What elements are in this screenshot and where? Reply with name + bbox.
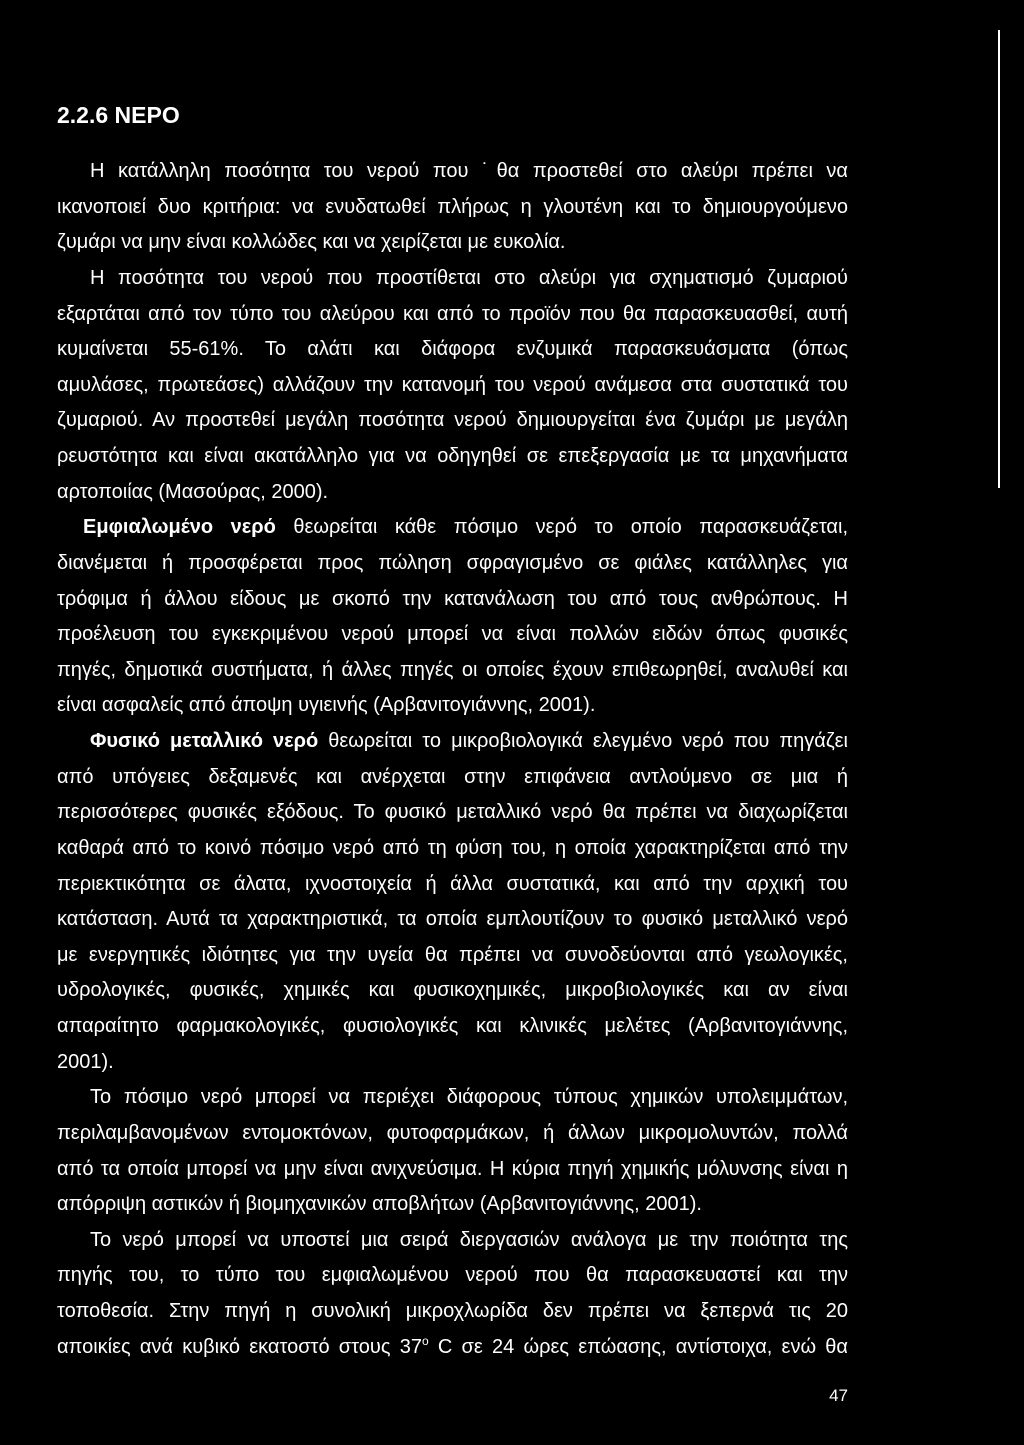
text-line: διανέμεται ή προσφέρεται προς πώληση σφραγισμένο σε φιάλες κατάλληλες για — [57, 551, 848, 574]
text-line: ρευστότητα και είναι ακατάλληλο για να οδηγηθεί σε επεξεργασία με τα μηχανήματα — [57, 445, 848, 467]
degree-superscript: o — [421, 1333, 429, 1348]
text-line: καθαρά από το κοινό πόσιμο νερό από τη φύση του, η οποία χαρακτηρίζεται από την — [57, 836, 848, 859]
page-number: 47 — [829, 1386, 848, 1405]
body-text — [57, 154, 848, 1365]
text-line: 2001). — [57, 1050, 114, 1073]
text-line — [57, 1330, 848, 1366]
text-line — [57, 510, 848, 546]
text-line: απαραίτητο φαρμακολογικές, φυσιολογικές και κλινικές μελέτες (Αρβανιτογιάννης, — [57, 1015, 848, 1037]
text-line: τοποθεσία. Στην πηγή η συνολική μικροχλωρίδα δεν πρέπει να ξεπερνά τις 20 — [57, 1300, 848, 1322]
bold-term: Φυσικό μεταλλικό νερό — [90, 730, 319, 752]
text-line: από τα οποία μπορεί να μην είναι ανιχνεύσιμα. Η κύρια πηγή χημικής μόλυνσης είναι η — [57, 1157, 848, 1180]
text-line: περιεκτικότητα σε άλατα, ιχνοστοιχεία ή άλλα συστατικά, και από την αρχική του — [57, 872, 848, 895]
text-line: Η κατάλληλη ποσότητα του νερού που ˙θα προστεθεί στο αλεύρι πρέπει να — [90, 160, 848, 182]
text-line: πηγές, δημοτικά συστήματα, ή άλλες πηγές οι οποίες έχουν επιθεωρηθεί, αναλυθεί και — [57, 658, 848, 681]
text-line: αρτοποιίας (Μασούρας, 2000). — [57, 480, 329, 503]
text-line: πηγής του, το τύπο του εμφιαλωμένου νερού που θα παρασκευαστεί και την — [57, 1264, 848, 1287]
scan-edge-line — [998, 30, 1000, 488]
text-fragment: C σε 24 ώρες επώασης, αντίστοιχα, ενώ θα — [437, 1335, 848, 1358]
text-line: ζυμαριού. Αν προστεθεί μεγάλη ποσότητα νερού δημιουργείται ένα ζυμάρι με μεγάλη — [57, 409, 848, 432]
text-line: κυμαίνεται 55-61%. Το αλάτι και διάφορα ενζυμικά παρασκευάσματα (όπως — [57, 338, 848, 361]
section-heading: 2.2.6 ΝΕΡΟ — [57, 102, 180, 128]
text-line: Η ποσότητα του νερού που προστίθεται στο αλεύρι για σχηματισμό ζυμαριού — [90, 266, 848, 289]
text-line — [57, 724, 848, 760]
text-line: απόρριψη αστικών ή βιομηχανικών αποβλήτων (Αρβανιτογιάννης, 2001). — [57, 1193, 702, 1216]
paragraph — [57, 724, 848, 1080]
text-line: περιλαμβανομένων εντομοκτόνων, φυτοφαρμάκων, ή άλλων μικρομολυντών, πολλά — [57, 1121, 848, 1144]
text-line: αμυλάσες, πρωτεάσες) αλλάζουν την κατανομή του νερού ανάμεσα στα συστατικά του — [57, 373, 848, 396]
paragraph — [57, 261, 848, 510]
text-line: από υπόγειες δεξαμενές και ανέρχεται στην επιφάνεια αντλούμενο σε μια ή — [57, 765, 848, 788]
paragraph — [57, 1080, 848, 1223]
text-fragment: θεωρείται κάθε πόσιμο νερό το οποίο παρασκευάζεται, — [293, 516, 848, 539]
text-line: εξαρτάται από τον τύπο του αλεύρου και από το προϊόν που θα παρασκευασθεί, αυτή — [57, 302, 848, 325]
paragraph — [57, 1223, 848, 1366]
text-line: περισσότερες φυσικές εξόδους. Το φυσικό μεταλλικό νερό θα πρέπει να διαχωρίζεται — [57, 801, 848, 824]
paragraph — [57, 510, 848, 724]
text-line: κατάσταση. Αυτά τα χαρακτηριστικά, τα οποία εμπλουτίζουν το φυσικό μεταλλικό νερό — [57, 908, 848, 931]
bold-term: Εμφιαλωμένο νερό — [83, 516, 276, 539]
text-fragment: αποικίες ανά κυβικό εκατοστό στους 37 — [57, 1335, 422, 1358]
text-line: τρόφιμα ή άλλου είδους με σκοπό την κατανάλωση του από τους ανθρώπους. Η — [57, 587, 848, 610]
text-line: ικανοποιεί δυο κριτήρια: να ενυδατωθεί πλήρως η γλουτένη και το δημιουργούμενο — [57, 195, 848, 218]
paragraph — [57, 154, 848, 261]
text-line: είναι ασφαλείς από άποψη υγιεινής (Αρβανιτογιάννης, 2001). — [57, 694, 596, 717]
text-line: Το νερό μπορεί να υποστεί μια σειρά διεργασιών ανάλογα με την ποιότητα της — [90, 1228, 848, 1251]
text-line: με ενεργητικές ιδιότητες για την υγεία θα πρέπει να συνοδεύονται από γεωλογικές, — [57, 943, 848, 966]
text-line: υδρολογικές, φυσικές, χημικές και φυσικοχημικές, μικροβιολογικές και αν είναι — [57, 979, 848, 1002]
text-fragment: θεωρείται το μικροβιολογικά ελεγμένο νερό που πηγάζει — [328, 730, 849, 752]
text-line: προέλευση του εγκεκριμένου νερού μπορεί να είναι πολλών ειδών όπως φυσικές — [57, 623, 848, 646]
text-line: ζυμάρι να μην είναι κολλώδες και να χειρίζεται με ευκολία. — [57, 231, 566, 254]
text-line: Το πόσιμο νερό μπορεί να περιέχει διάφορους τύπους χημικών υπολειμμάτων, — [90, 1086, 848, 1109]
